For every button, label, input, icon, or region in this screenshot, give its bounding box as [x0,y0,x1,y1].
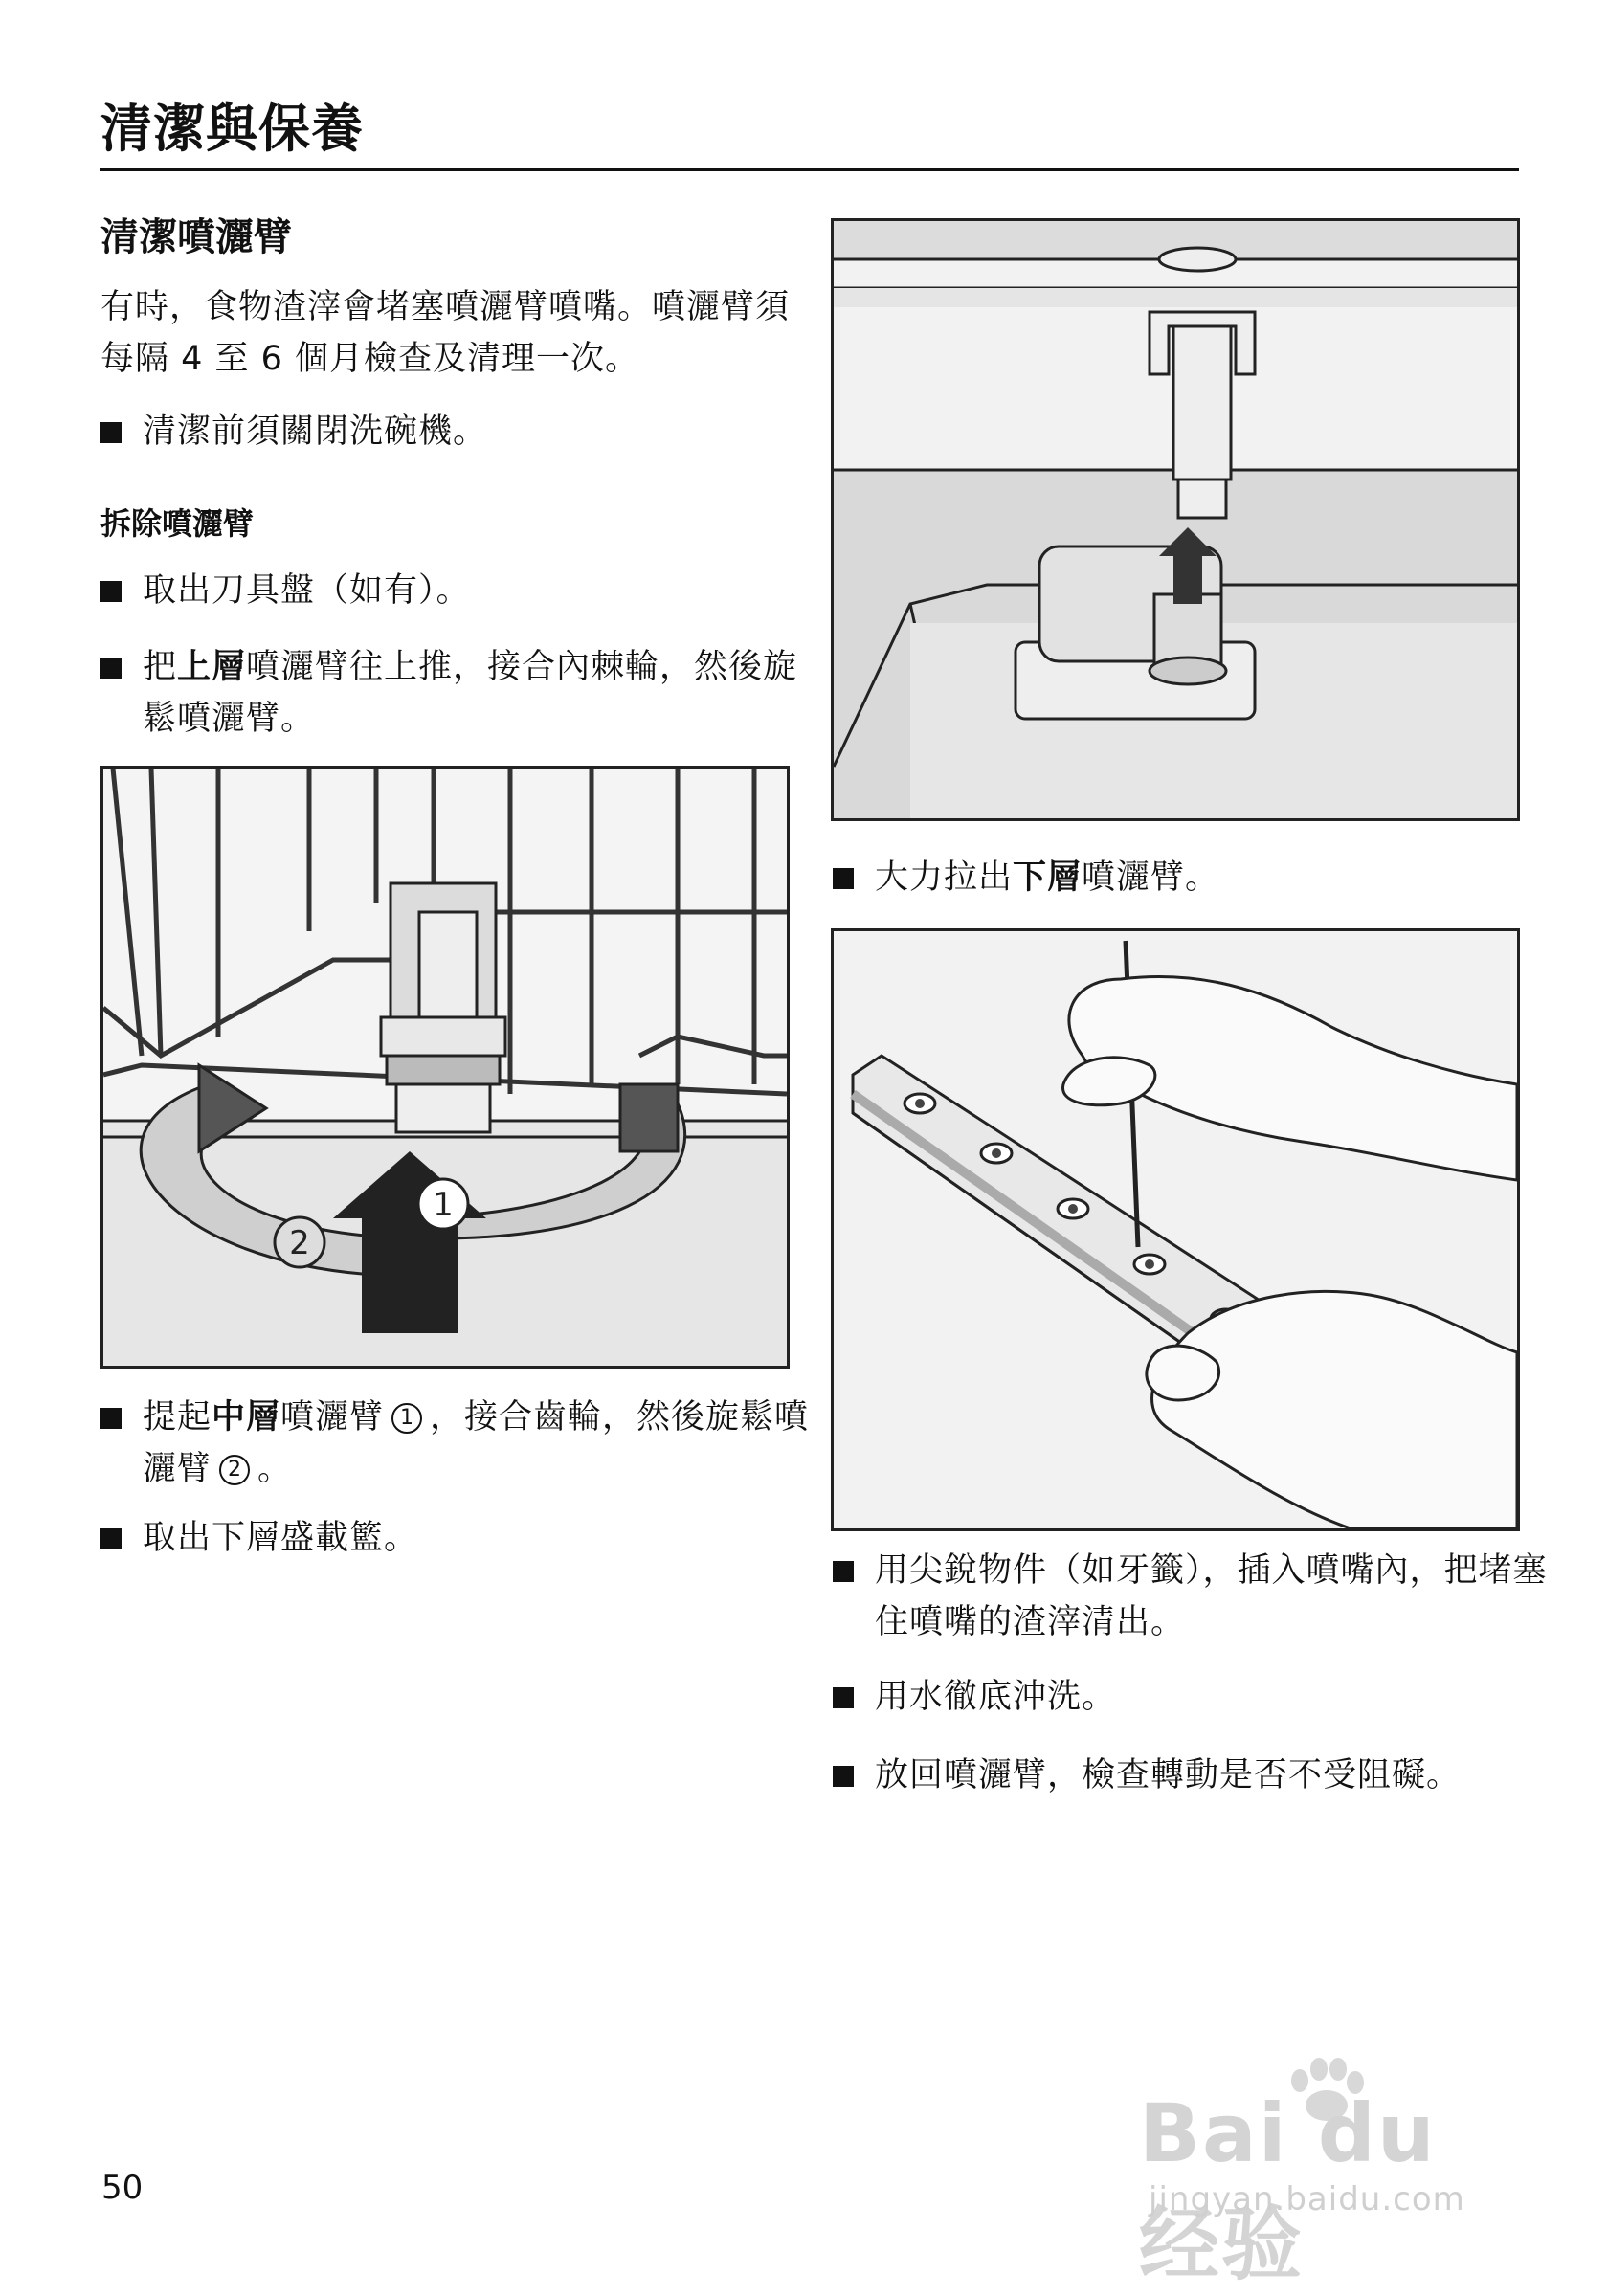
upper-arm-illustration [834,221,1517,818]
middle-arm-illustration [103,769,787,1366]
baidu-watermark [1129,2058,1541,2291]
bullet-lower-arm: 大力拉出下層噴灑臂。 [833,852,1535,903]
bullet-upper-arm: 把上層噴灑臂往上推，接合內棘輪，然後旋鬆噴灑臂。 [100,641,803,745]
figure-middle-spray-arm [100,766,790,1369]
remove-heading: 拆除噴灑臂 [100,505,255,542]
bullet-refit: 放回噴灑臂，檢查轉動是否不受阻礙。 [833,1750,1564,1801]
step-1-label: 1 [433,1186,454,1224]
bullet-square-icon [833,1561,854,1582]
figure-upper-spray-arm [831,218,1520,821]
bullet-square-icon [100,1408,122,1429]
bullet-square-icon [100,581,122,602]
bullet-power-off: 清潔前須關閉洗碗機。 [100,406,803,457]
nozzle-cleaning-illustration [834,931,1517,1528]
bullet-cutlery: 取出刀具盤（如有）。 [100,565,803,616]
intro-paragraph: 有時，食物渣滓會堵塞噴灑臂噴嘴。噴灑臂須每隔 4 至 6 個月檢查及清理一次。 [100,288,791,378]
bullet-square-icon [100,422,122,443]
bullet-rinse: 用水徹底沖洗。 [833,1671,1535,1723]
bullet-square-icon [833,868,854,889]
section-title: 清潔噴灑臂 [100,215,292,259]
page-number: 50 [101,2169,144,2207]
figure-cleaning-nozzle [831,928,1520,1531]
bullet-square-icon [100,1528,122,1549]
step-2-marker: 2 [219,1455,250,1485]
page-title: 清潔與保養 [100,99,364,159]
watermark-logo: Bai du 经验 [1139,2086,1437,2291]
step-1-marker: 1 [391,1403,422,1434]
step-2-label: 2 [289,1224,310,1262]
bullet-square-icon [833,1687,854,1708]
bullet-square-icon [833,1766,854,1787]
bullet-middle-arm: 提起中層噴灑臂 1 ，接合齒輪，然後旋鬆噴灑臂 2 。 [100,1392,832,1495]
bullet-square-icon [100,658,122,679]
bullet-lower-basket: 取出下層盛載籃。 [100,1512,803,1564]
bullet-clean-nozzle: 用尖銳物件（如牙籤），插入噴嘴內，把堵塞住噴嘴的渣滓清出。 [833,1545,1564,1648]
title-divider [100,168,1519,171]
watermark-url: jingyan.baidu.com [1149,2180,1465,2218]
